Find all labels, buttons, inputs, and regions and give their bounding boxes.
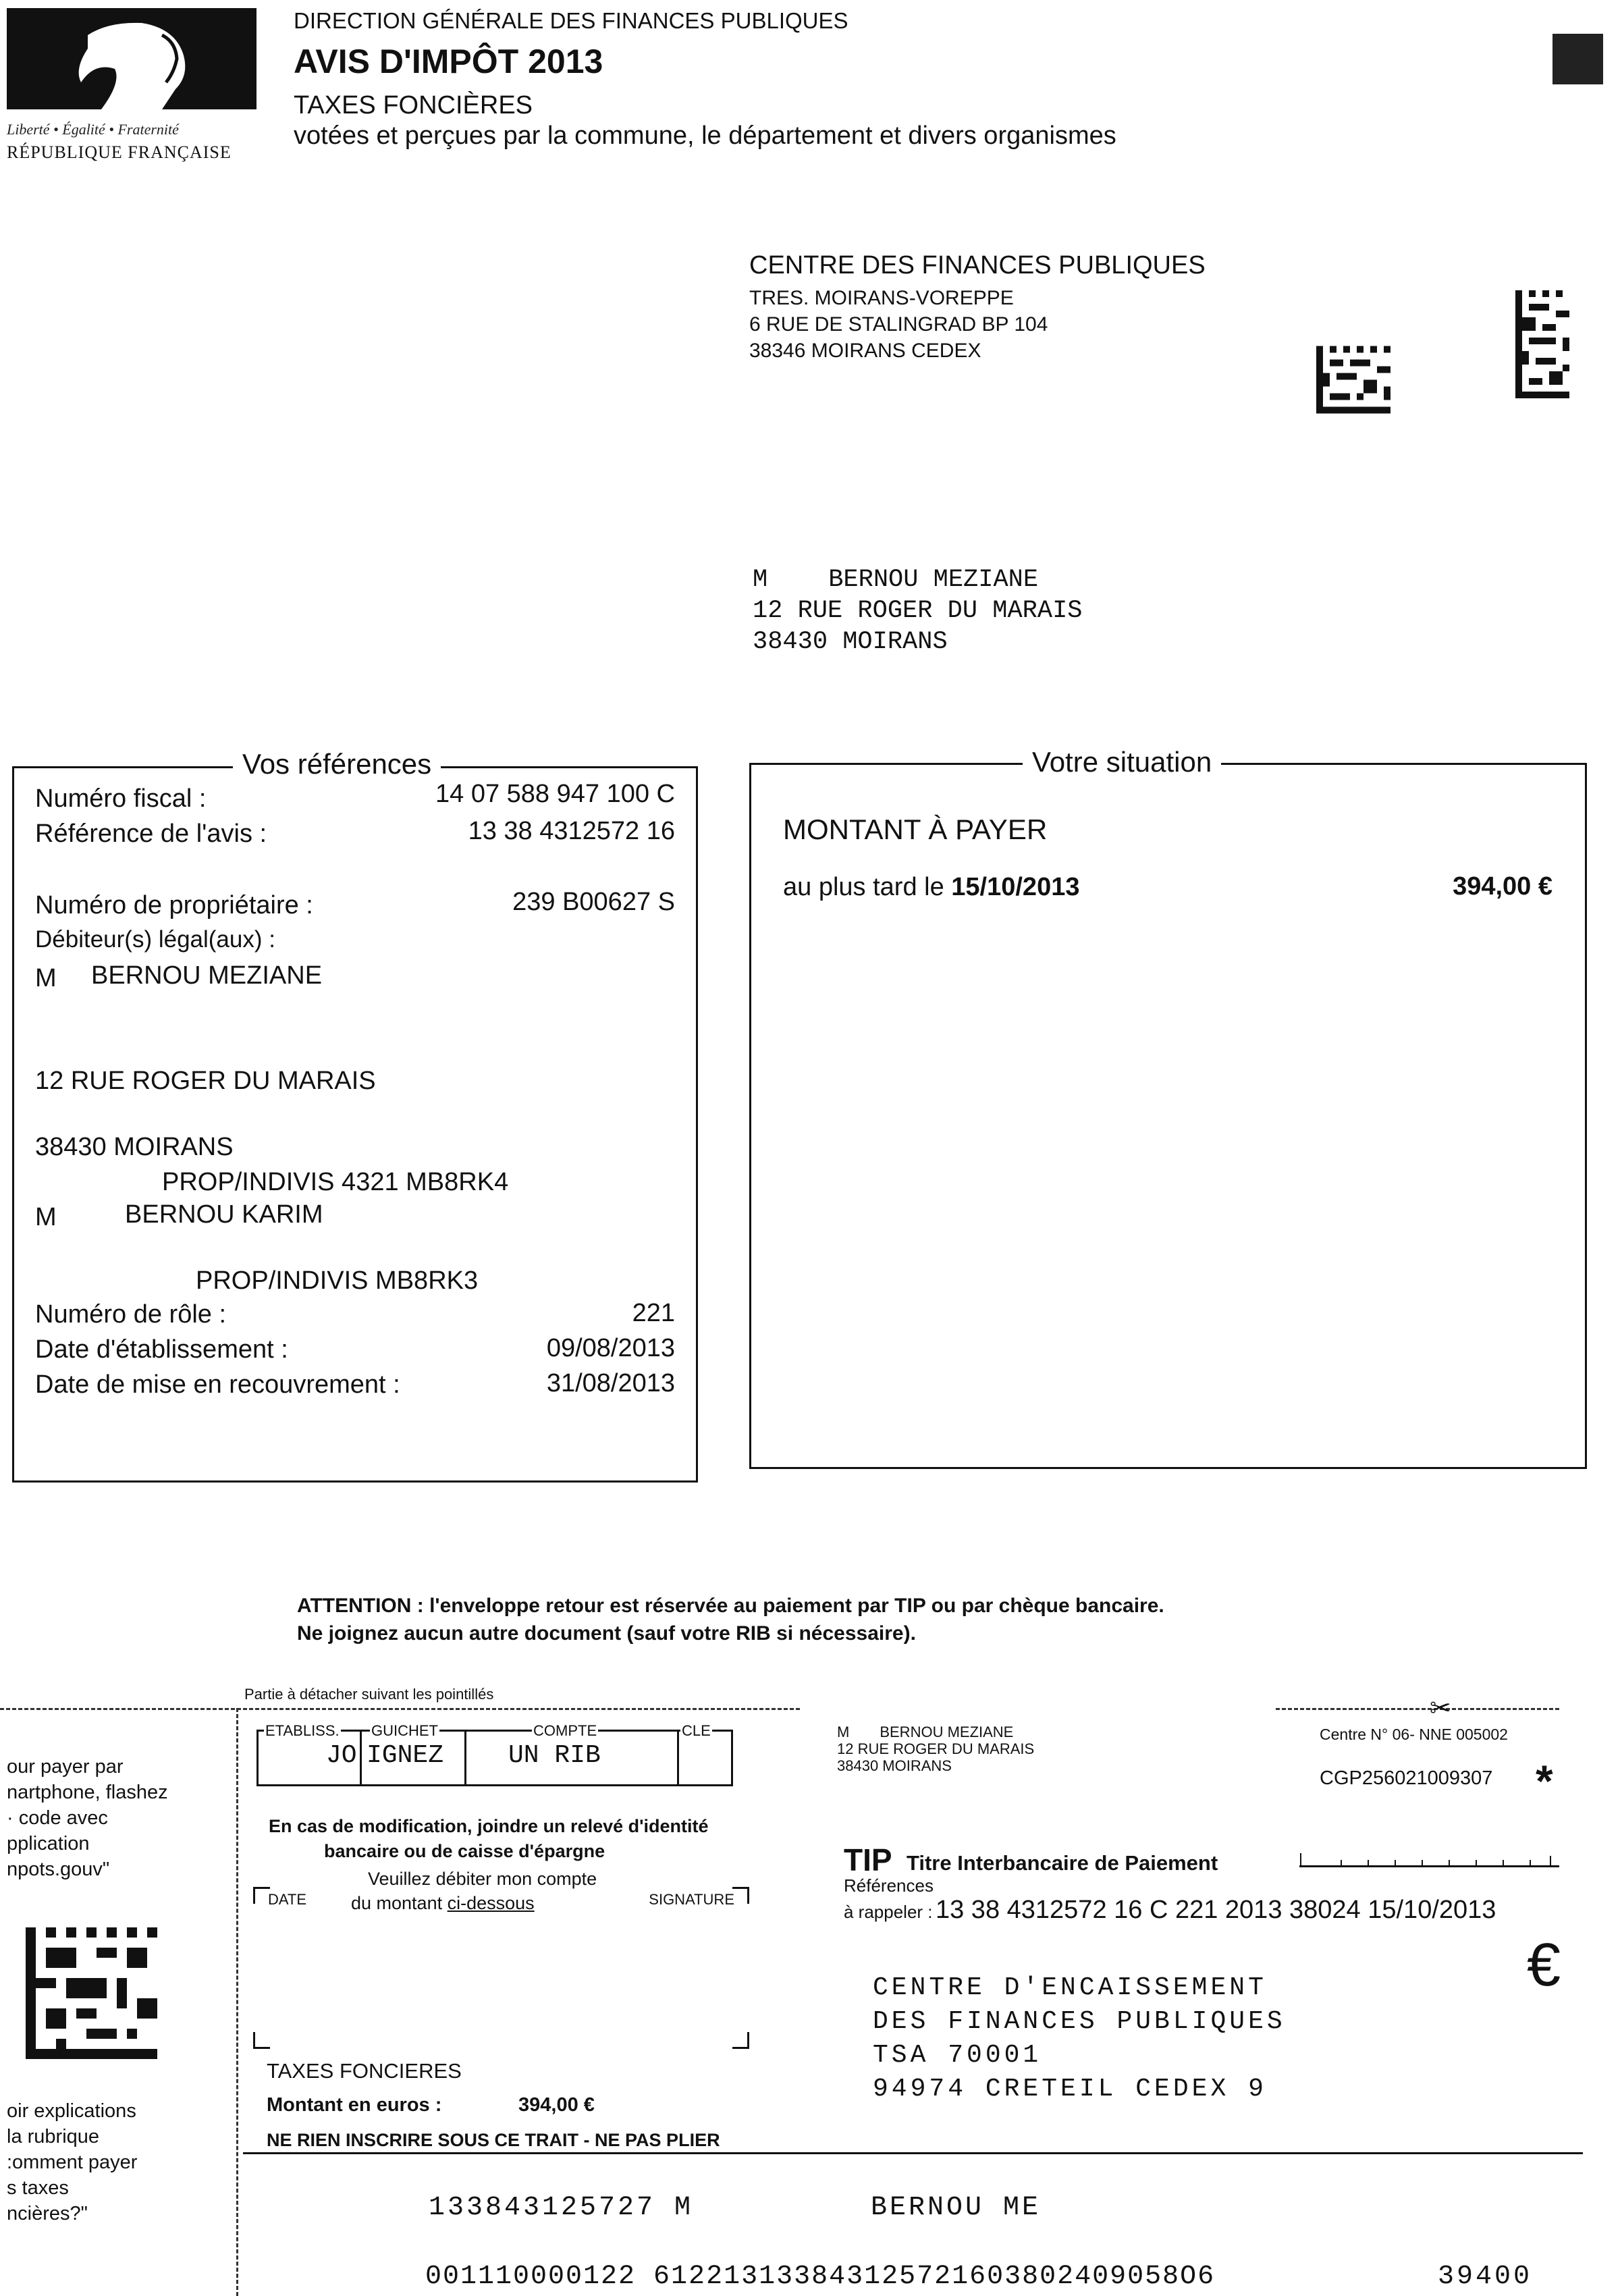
rib-divider (360, 1732, 362, 1784)
detach-line-left (0, 1708, 800, 1710)
centre-line-3: 38346 MOIRANS CEDEX (749, 340, 981, 362)
role-value: 221 (632, 1299, 675, 1327)
encaissement-line: DES FINANCES PUBLIQUES (873, 2007, 1286, 2036)
euro-icon: € (1527, 1931, 1561, 1999)
rib-header-guichet: GUICHET (371, 1722, 438, 1739)
left-strip-text-1 (7, 1754, 168, 1882)
left-strip-line: oir explications (7, 2100, 136, 2122)
left-strip-line: la rubrique (7, 2126, 100, 2147)
left-strip-qr-icon (26, 1927, 157, 2059)
debtor-civility: M (35, 964, 57, 992)
left-strip-line: pplication (7, 1833, 90, 1854)
tip-logo: TIP (844, 1842, 892, 1877)
motto: Liberté • Égalité • Fraternité (7, 121, 179, 138)
centre-name: CENTRE DES FINANCES PUBLIQUES (749, 251, 1206, 279)
signature-label: SIGNATURE (649, 1891, 734, 1908)
left-strip-line: ncières?" (7, 2203, 88, 2224)
document-subtitle-1: TAXES FONCIÈRES (294, 91, 533, 119)
rib-cell-etablissement: JO (326, 1741, 357, 1770)
attention-label: ATTENTION : (297, 1595, 424, 1617)
indivis-2: PROP/INDIVIS MB8RK3 (196, 1266, 479, 1295)
encaissement-address (873, 1971, 1286, 2106)
star-mark: * (1536, 1756, 1553, 1806)
left-strip-line: nartphone, flashez (7, 1782, 168, 1803)
ocr-line-1-right: BERNOU ME (871, 2193, 1042, 2223)
debtor-street: 12 RUE ROGER DU MARAIS (35, 1067, 376, 1095)
tip-ruler (1299, 1853, 1559, 1867)
direction-label: DIRECTION GÉNÉRALE DES FINANCES PUBLIQUES (294, 8, 848, 33)
document-subtitle-2: votées et perçues par la commune, le département et divers organismes (294, 122, 1116, 150)
attention-line-1 (297, 1595, 1164, 1618)
modif-line-2: bancaire ou de caisse d'épargne (324, 1841, 605, 1861)
ocr-line-2: 001110000122 612213133843125721603802409058O6 (425, 2262, 1216, 2292)
refs-line (844, 1896, 1496, 1925)
debtor2-civility: M (35, 1203, 57, 1231)
corner-mark (253, 2032, 270, 2049)
centre-number: Centre N° 06- NNE 005002 (1320, 1726, 1508, 1743)
left-strip-line: s taxes (7, 2177, 69, 2199)
amount-heading: MONTANT À PAYER (783, 813, 1048, 845)
scissors-icon: ✂ (1430, 1694, 1451, 1723)
rib-grid[interactable] (256, 1722, 733, 1786)
owner-label: Numéro de propriétaire : (35, 891, 313, 919)
left-strip-line: npots.gouv" (7, 1859, 110, 1880)
date-label: DATE (268, 1891, 307, 1908)
marianne-logo-icon (7, 8, 256, 109)
avis-label: Référence de l'avis : (35, 820, 267, 848)
avis-value: 13 38 4312572 16 (468, 817, 675, 845)
fiscal-value: 14 07 588 947 100 C (435, 780, 675, 808)
fiscal-label: Numéro fiscal : (35, 784, 207, 813)
debtors-label: Débiteur(s) légal(aux) : (35, 926, 275, 953)
slip-amount-label: Montant en euros : (267, 2094, 442, 2116)
indivis-1: PROP/INDIVIS 4321 MB8RK4 (162, 1168, 509, 1196)
attention-text-1: l'enveloppe retour est réservée au paiement par TIP ou par chèque bancaire. (429, 1595, 1164, 1617)
role-label: Numéro de rôle : (35, 1300, 227, 1329)
detach-line-vertical (236, 1708, 238, 2296)
rib-header-cle: CLE (682, 1722, 711, 1739)
rib-divider (464, 1732, 466, 1784)
signature-area[interactable] (253, 1887, 749, 2049)
ruler-ticks-icon (1299, 1853, 1559, 1865)
ocr-line-1-left: 133843125727 M (429, 2193, 694, 2223)
owner-value: 239 B00627 S (512, 888, 675, 916)
centre-line-2: 6 RUE DE STALINGRAD BP 104 (749, 313, 1048, 336)
document-title: AVIS D'IMPÔT 2013 (294, 43, 603, 80)
refs-value: 13 38 4312572 16 C 221 2013 38024 15/10/2013 (935, 1896, 1496, 1924)
references-legend: Vos références (233, 748, 441, 780)
left-strip-text-2 (7, 2098, 137, 2226)
cgp-code: CGP256021009307 (1320, 1767, 1493, 1789)
rib-cell-guichet: IGNEZ (367, 1741, 444, 1770)
debtor2-name: BERNOU KARIM (125, 1200, 323, 1229)
payer-civility: M (837, 1724, 850, 1740)
payer-name: BERNOU MEZIANE (880, 1724, 1014, 1740)
datamatrix-large-icon (1515, 290, 1569, 398)
detach-line-right (1276, 1708, 1559, 1710)
ocr-line-2-right: 39400 (1438, 2262, 1533, 2292)
situation-box (749, 763, 1587, 1469)
refs-recall: à rappeler : (844, 1902, 933, 1922)
attention-text-2: Ne joignez aucun autre document (sauf votre RIB si nécessaire). (297, 1622, 916, 1645)
tip-title: Titre Interbancaire de Paiement (907, 1851, 1218, 1875)
recipient-name-line (753, 566, 1038, 594)
debtor-name: BERNOU MEZIANE (91, 961, 323, 990)
corner-mark (1552, 34, 1603, 84)
rib-divider (677, 1732, 679, 1784)
debtor-city: 38430 MOIRANS (35, 1133, 234, 1161)
payer-city: 38430 MOIRANS (837, 1757, 952, 1774)
slip-amount-value: 394,00 € (518, 2094, 595, 2116)
republique-logo (7, 8, 256, 163)
refs-label: Références (844, 1875, 934, 1896)
situation-legend: Votre situation (1023, 746, 1221, 778)
rib-cell-compte: UN RIB (508, 1741, 601, 1770)
rib-header-compte: COMPTE (533, 1722, 597, 1739)
recipient-city: 38430 MOIRANS (753, 628, 948, 656)
left-strip-line: · code avec (7, 1807, 108, 1829)
debit-line-1: Veuillez débiter mon compte (368, 1869, 597, 1889)
recouv-label: Date de mise en recouvrement : (35, 1370, 400, 1399)
payer-name-line (837, 1724, 1013, 1741)
encaissement-line: CENTRE D'ENCAISSEMENT (873, 1973, 1267, 2002)
datamatrix-small-icon (1316, 344, 1390, 415)
encaissement-line: TSA 70001 (873, 2041, 1042, 2070)
recipient-street: 12 RUE ROGER DU MARAIS (753, 597, 1083, 625)
detach-instruction: Partie à détacher suivant les pointillés (244, 1686, 494, 1703)
etab-label: Date d'établissement : (35, 1335, 288, 1364)
recouv-value: 31/08/2013 (546, 1369, 675, 1397)
amount-due: 394,00 € (1453, 872, 1552, 901)
no-write-rule (243, 2152, 1583, 2154)
tax-label: TAXES FONCIERES (267, 2059, 462, 2083)
payer-street: 12 RUE ROGER DU MARAIS (837, 1740, 1035, 1757)
etab-value: 09/08/2013 (546, 1334, 675, 1362)
left-strip-line: our payer par (7, 1756, 124, 1778)
deadline-line (783, 873, 1079, 902)
deadline-prefix: au plus tard le (783, 873, 944, 901)
left-strip-line: :omment payer (7, 2152, 138, 2173)
republic-label: RÉPUBLIQUE FRANÇAISE (7, 142, 232, 162)
no-write-warning: NE RIEN INSCRIRE SOUS CE TRAIT - NE PAS PLIER (267, 2130, 720, 2150)
recipient-name: BERNOU MEZIANE (828, 566, 1039, 594)
corner-mark (732, 2032, 749, 2049)
recipient-civility: M (753, 566, 768, 594)
debit-prefix: du montant (351, 1893, 443, 1913)
deadline-date: 15/10/2013 (951, 873, 1080, 901)
centre-line-1: TRES. MOIRANS-VOREPPE (749, 287, 1014, 309)
rib-header-etablissement: ETABLISS. (265, 1722, 340, 1739)
corner-mark (732, 1887, 749, 1904)
debit-link: ci-dessous (447, 1893, 535, 1913)
encaissement-line: 94974 CRETEIL CEDEX 9 (873, 2075, 1267, 2104)
modif-line-1: En cas de modification, joindre un relevé d'identité (269, 1816, 709, 1836)
